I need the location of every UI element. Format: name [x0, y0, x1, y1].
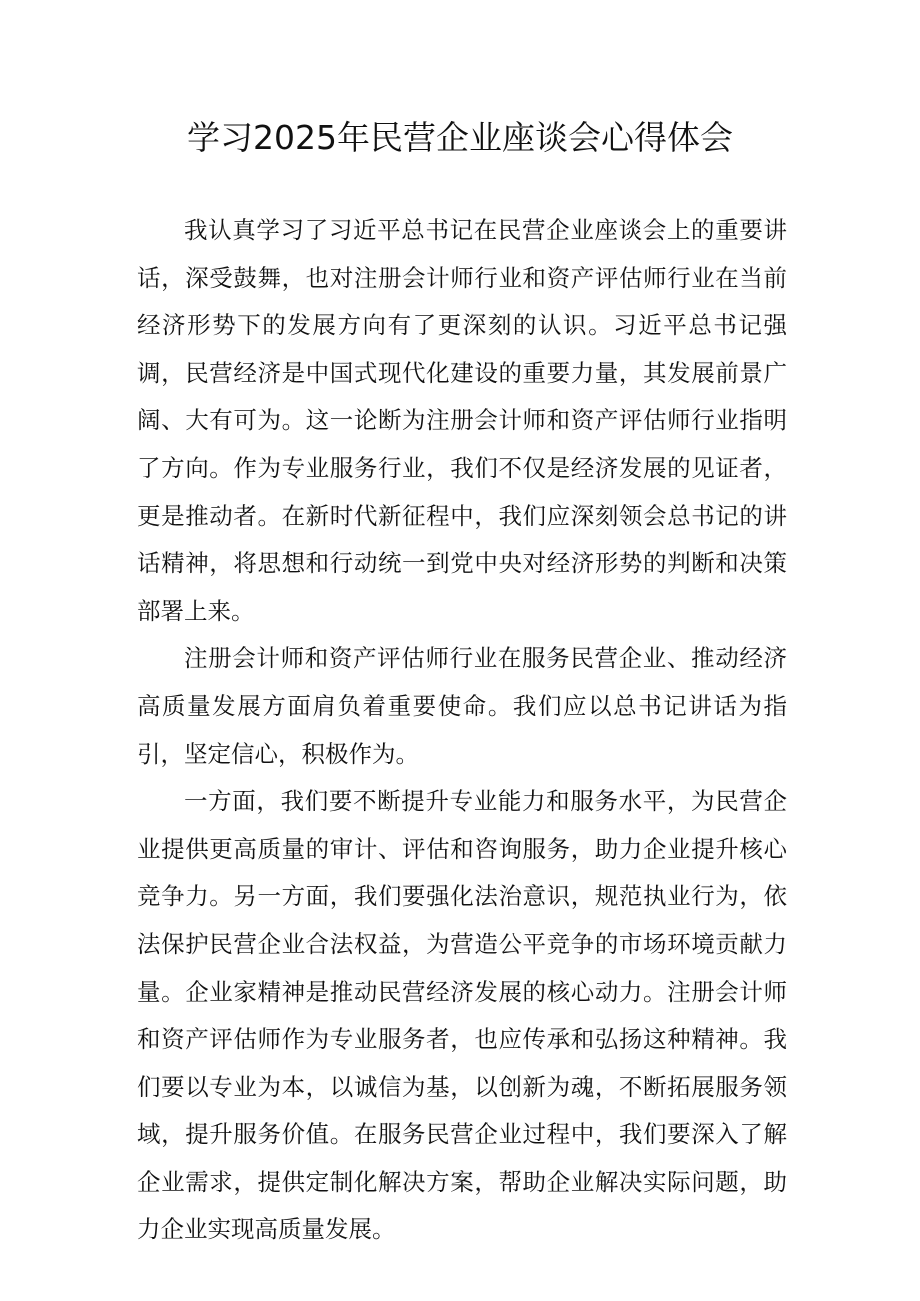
document-title: 学习2025年民营企业座谈会心得体会 — [187, 118, 733, 157]
paragraph-1: 我认真学习了习近平总书记在民营企业座谈会上的重要讲话，深受鼓舞，也对注册会计师行业和资产评估师行业在当前经济形势下的发展方向有了更深刻的认识。习近平总书记强调，民营经济是中国式现代化建设的重要力量，其发展前景广阔、大有可为。这一论断为注册会计师和资产评估师行业指明了方向。作为专业服务行业，我们不仅是经济发展的见证者，更是推动者。在新时代新征程中，我们应深刻领会总书记的讲话精神，将思想和行动统一到党中央对经济形势的判断和决策部署上来。 — [137, 216, 787, 625]
paragraph-3: 一方面，我们要不断提升专业能力和服务水平，为民营企业提供更高质量的审计、评估和咨询服务，助力企业提升核心竞争力。另一方面，我们要强化法治意识，规范执业行为，依法保护民营企业合法权益，为营造公平竞争的市场环境贡献力量。企业家精神是推动民营经济发展的核心动力。注册会计师和资产评估师作为专业服务者，也应传承和弘扬这种精神。我们要以专业为本，以诚信为基，以创新为魂，不断拓展服务领域，提升服务价值。在服务民营企业过程中，我们要深入了解企业需求，提供定制化解决方案，帮助企业解决实际问题，助力企业实现高质量发展。 — [137, 787, 787, 1244]
document-body — [137, 207, 787, 1254]
paragraph-2: 注册会计师和资产评估师行业在服务民营企业、推动经济高质量发展方面肩负着重要使命。我们应以总书记讲话为指引，坚定信心，积极作为。 — [137, 644, 787, 768]
